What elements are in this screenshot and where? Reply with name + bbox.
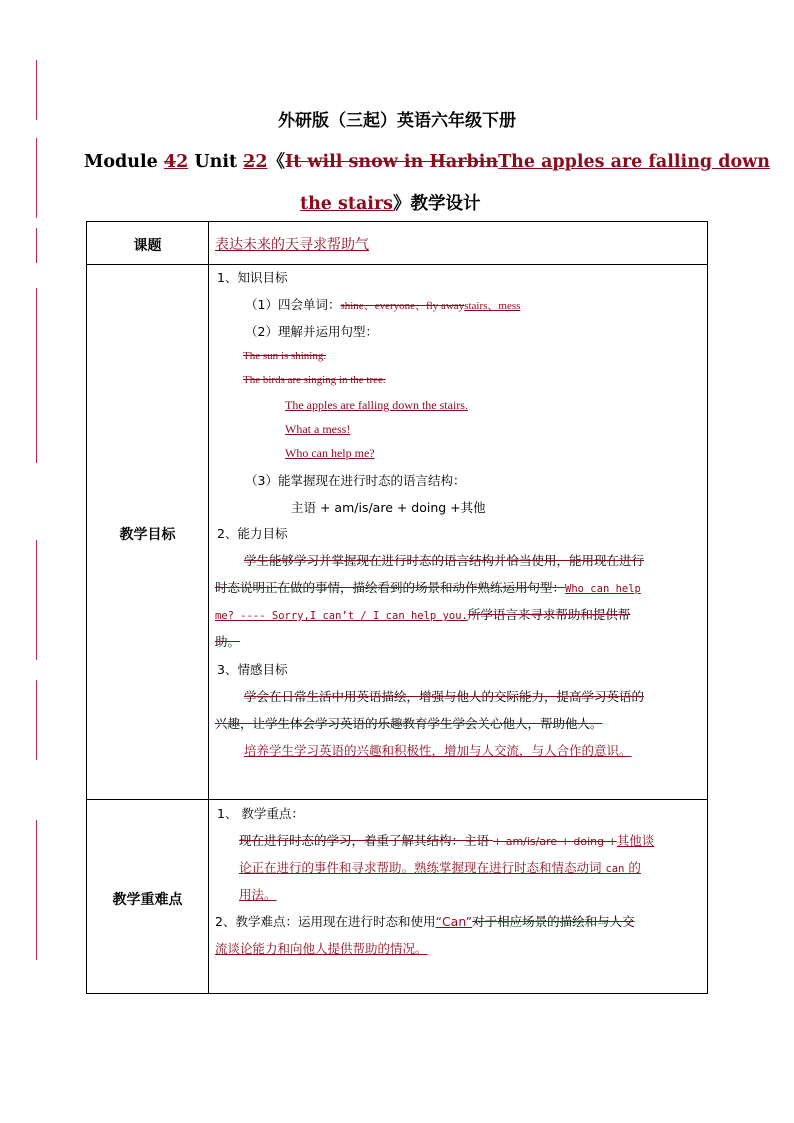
change-bar: [36, 680, 37, 760]
column-divider: [208, 222, 209, 993]
new-sentence: The apples are falling down the stairs.: [285, 398, 468, 412]
change-bar: [36, 138, 37, 218]
key-points-label: 教学重难点: [112, 892, 183, 908]
row-divider: [87, 264, 707, 265]
emotion-title: 3、情感目标: [217, 662, 288, 677]
focus-text: 用法。: [239, 887, 277, 902]
ability-text: 助。: [215, 634, 241, 649]
ability-title: 2、能力目标: [217, 526, 288, 541]
lesson-heading-line2: the stairs》教学设计: [300, 194, 481, 214]
lesson-plan-table: [86, 221, 708, 994]
difficulty-text: 2、教学难点：运用现在进行时态和使用“Can”对于相应场景的描绘和与人交: [215, 914, 635, 929]
topic-label: 课题: [133, 238, 162, 254]
new-sentence: What a mess!: [285, 422, 351, 436]
structure-title: （3）能掌握现在进行时态的语言结构：: [245, 473, 466, 488]
emotion-text: 学会在日常生活中用英语描绘，增强与他人的交际能力，提高学习英语的: [244, 689, 645, 704]
difficulty-text: 流谈论能力和向他人提供帮助的情况。: [215, 941, 428, 956]
change-bar: [36, 288, 37, 463]
focus-title: 1、 教学重点：: [217, 806, 304, 821]
row-divider: [87, 799, 707, 800]
emotion-text: 培养学生学习英语的兴趣和积极性，增加与人交流，与人合作的意识。: [244, 743, 632, 758]
ability-text: me? ---- Sorry,I can’t / I can help you.所学语言来寻求帮助和提供帮: [215, 607, 631, 622]
document-title: 外研版（三起）英语六年级下册: [278, 111, 516, 131]
sentences-title: （2）理解并运用句型：: [245, 324, 378, 339]
old-sentence: The birds are singing in the tree.: [243, 374, 386, 386]
old-sentence: The sun is shining.: [243, 350, 327, 362]
change-bar: [36, 540, 37, 660]
focus-text: 现在进行时态的学习，着重了解其结构：主语 + am/is/are + doing +其他谈: [239, 833, 655, 848]
topic-text: 表达未来的天寻求帮助气: [215, 237, 369, 253]
emotion-text: 兴趣，让学生体会学习英语的乐趣教育学生学会关心他人，帮助他人。: [215, 716, 603, 731]
change-bar: [36, 228, 37, 263]
objectives-label: 教学目标: [119, 527, 176, 543]
new-sentence: Who can help me?: [285, 446, 375, 460]
change-bar: [36, 820, 37, 960]
lesson-heading-line1: Module 42 Unit 22《It will snow in HarbinThe apples are falling down: [84, 152, 770, 172]
ability-text: 学生能够学习并掌握现在进行时态的语言结构并恰当使用，能用现在进行: [244, 553, 645, 568]
ability-text: 时态说明正在做的事情，描绘看到的场景和动作熟练运用句型：Who can help: [215, 580, 641, 595]
four-skill-words: （1）四会单词：shine、everyone、fly awaystairs、mess: [245, 297, 521, 312]
structure-formula: 主语 + am/is/are + doing +其他: [291, 500, 486, 515]
focus-text: 论正在进行的事件和寻求帮助。熟练掌握现在进行时态和情态动词 can 的: [239, 860, 641, 875]
knowledge-title: 1、知识目标: [217, 270, 288, 285]
